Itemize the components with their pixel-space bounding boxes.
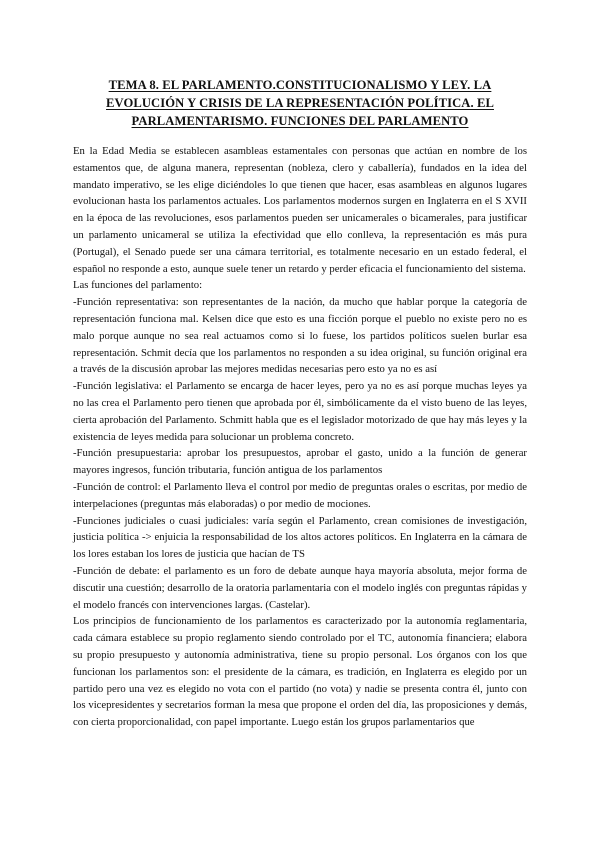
paragraph-funcion-presupuestaria: -Función presupuestaria: aprobar los presupuestos, aprobar el gasto, unido a la función de generar mayores ingresos, función tributaria, función antigua de los parlamentos [73,447,527,477]
paragraph-principios-funcionamiento: Los principios de funcionamiento de los parlamentos es caracterizado por la autonomía reglamentaria, cada cámara establece su propio reglamento siendo controlado por el TC, autonomía financiera; elabora su propio presupuesto y autonomía administrativa, tiene su propio personal. Los órganos con los que funcionan los parlamentos son: el presidente de la cámara, es tradición, en Inglaterra es elegido por un partido pero una vez es elegido no vota con el partido (no vota) y nadie se presenta contra él, junto con los vicepresidentes y secretarios forman la mesa que propone el orden del día, las proposiciones y demás, con cierta proporcionalidad, con papel importante. Luego están los grupos parlamentarios que [73,615,527,729]
paragraph-funcion-representativa: -Función representativa: son representantes de la nación, da mucho que hablar porque la categoría de representación funciona mal. Kelsen dice que esto es una ficción porque el pueblo no existe pero no es malo porque aunque no sea real actuamos como si lo fuese, los partidos políticos suelen burlar esa representación. Schmit decía que los parlamentos no responden a su idea original, su función original era a través de la discusión aprobar las mejores medidas necesarias pero esto ya no es así [73,296,527,376]
document-title: TEMA 8. EL PARLAMENTO.CONSTITUCIONALISMO Y LEY. LA EVOLUCIÓN Y CRISIS DE LA REPRESENTACIÓN POLÍTICA. EL PARLAMENTARISMO. FUNCIONES DEL PARLAMENTO [106,78,494,128]
paragraph-edad-media: En la Edad Media se establecen asambleas estamentales con personas que actúan en nombre de los estamentos que, de alguna manera, representan (nobleza, clero y caballería), fundados en la idea del mandato imperativo, se les elige diciéndoles lo que tienen que hacer, esas asambleas en algunos lugares evolucionan hasta los parlamentos actuales. Los parlamentos modernos surgen en Inglaterra en el S XVII en la época de las revoluciones, esos parlamentos pueden ser unicamerales o bicamerales, para justificar un parlamento unicameral se utiliza la efectividad que ello conlleva, la representación es más pura (Portugal), el Senado puede ser una cámara territorial, es totalmente necesario en un estado federal, el español no responde a esto, aunque suele tener un retardo y perder eficacia el funcionamiento del sistema. [73,145,527,275]
document-body [73,143,527,731]
paragraph-funcion-debate: -Función de debate: el parlamento es un foro de debate aunque haya mayoría absoluta, mejor forma de discutir una cuestión; desarrollo de la oratoria parlamentaria con el modelo inglés con preguntas rápidas y el modelo francés con intervenciones largas. (Castelar). [73,564,527,611]
paragraph-funcion-control: -Función de control: el Parlamento lleva el control por medio de preguntas orales o escritas, por medio de interpelaciones (preguntas más elaboradas) o por medio de mociones. [73,480,527,510]
paragraph-funciones-judiciales: -Funciones judiciales o cuasi judiciales: varía según el Parlamento, crean comisiones de investigación, justicia política -> enjuicia la responsabilidad de los altos actores políticos. En Inglaterra en la cámara de los lores estaban los lores de justicia que hacían de TS [73,514,527,561]
paragraph-funcion-legislativa: -Función legislativa: el Parlamento se encarga de hacer leyes, pero ya no es así porque muchas leyes ya no las crea el Parlamento pero tienen que aprobada por él, simbólicamente da el visto bueno de las leyes, cierta aprobación del Parlamento. Schmitt habla que es el legislador motorizado de que hay más leyes y la existencia de leyes medida para solucionar un problema concreto. [73,380,527,443]
paragraph-funciones-intro: Las funciones del parlamento: [73,279,203,292]
